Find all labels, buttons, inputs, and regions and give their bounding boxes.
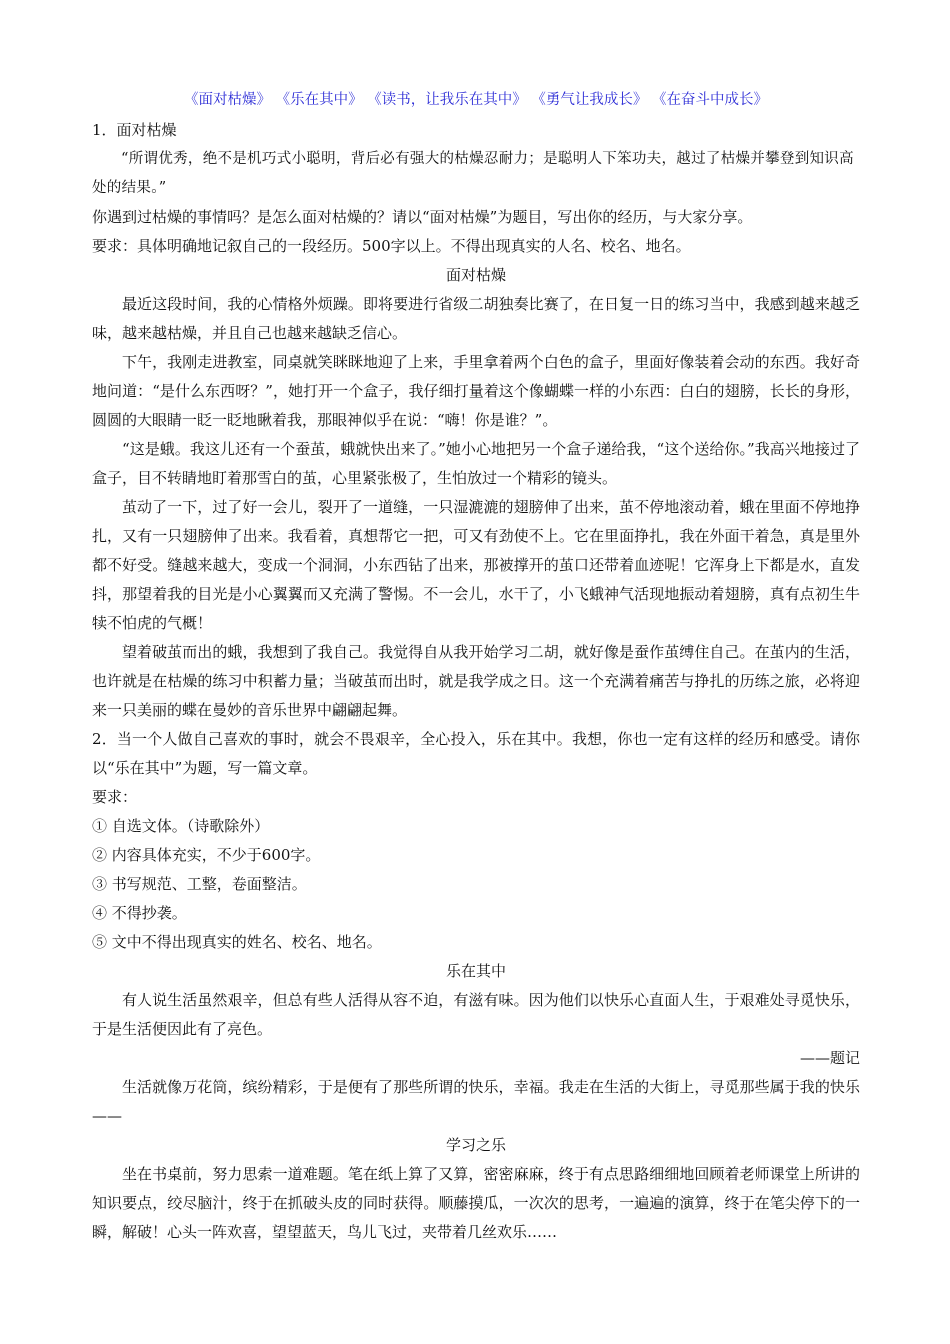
- q2-requirement-item: ⑤ 文中不得出现真实的姓名、校名、地名。: [92, 933, 382, 951]
- q2-epigraph-sign: ——题记: [799, 1049, 860, 1067]
- essay-links: [92, 84, 860, 116]
- q2-sub-paragraph: 坐在书桌前，努力思索一道难题。笔在纸上算了又算，密密麻麻，终于有点思路细细地回顾着老师课堂上所讲的知识要点，绞尽脑汁，终于在抓破头皮的同时获得。顺藤摸瓜，一次次的思考，一遍遍的演算，终于在笔尖停下的一瞬，解破！心头一阵欢喜，望望蓝天，鸟儿飞过，夹带着几丝欢乐……: [92, 1165, 860, 1241]
- q1-heading: 1．面对枯燥: [92, 121, 177, 139]
- q2-epigraph: 有人说生活虽然艰辛，但总有些人活得从容不迫，有滋有味。因为他们以快乐心直面人生，于艰难处寻觅快乐，于是生活便因此有了亮色。: [92, 991, 860, 1038]
- q2-requirement-item: ④ 不得抄袭。: [92, 904, 187, 922]
- link-face-boredom[interactable]: 《面对枯燥》: [184, 92, 272, 108]
- link-reading-joy[interactable]: 《读书，让我乐在其中》: [367, 92, 527, 108]
- document-page: [92, 84, 860, 1247]
- q1-requirement: 要求：具体明确地记叙自己的一段经历。500字以上。不得出现真实的人名、校名、地名。: [92, 237, 691, 255]
- q1-essay-title: 面对枯燥: [445, 266, 506, 284]
- q1-paragraph: 最近这段时间，我的心情格外烦躁。即将要进行省级二胡独奏比赛了，在日复一日的练习当中，我感到越来越乏味，越来越枯燥，并且自己也越来越缺乏信心。: [92, 295, 860, 342]
- q1-paragraph: “这是蛾。我这儿还有一个蚕茧，蛾就快出来了。”她小心地把另一个盒子递给我，“这个送给你。”我高兴地接过了盒子，目不转睛地盯着那雪白的茧，心里紧张极了，生怕放过一个精彩的镜头。: [92, 440, 860, 487]
- q2-prompt: 2．当一个人做自己喜欢的事时，就会不畏艰辛，全心投入，乐在其中。我想，你也一定有这样的经历和感受。请你以“乐在其中”为题，写一篇文章。: [92, 730, 860, 777]
- q2-requirement-item: ② 内容具体充实，不少于600字。: [92, 846, 321, 864]
- q1-paragraph: 茧动了一下，过了好一会儿，裂开了一道缝，一只湿漉漉的翅膀伸了出来，茧不停地滚动着，蛾在里面不停地挣扎，又有一只翅膀伸了出来。我看着，真想帮它一把，可又有劲使不上。它在里面挣扎，我在外面干着急，真是里外都不好受。缝越来越大，变成一个洞洞，小东西钻了出来，那被撑开的茧口还带着血迹呢！它浑身上下都是水，直发抖，那望着我的目光是小心翼翼而又充满了警惕。不一会儿，水干了，小飞蛾神气活现地振动着翅膀，真有点初生牛犊不怕虎的气概！: [92, 498, 860, 632]
- q1-prompt: 你遇到过枯燥的事情吗？是怎么面对枯燥的？请以“面对枯燥”为题目，写出你的经历，与大家分享。: [92, 208, 753, 226]
- q1-paragraph: 下午，我刚走进教室，同桌就笑眯眯地迎了上来，手里拿着两个白色的盒子，里面好像装着会动的东西。我好奇地问道：“是什么东西呀？”，她打开一个盒子，我仔细打量着这个像蝴蝶一样的小东西：白白的翅膀，长长的身形，圆圆的大眼睛一眨一眨地瞅着我，那眼神似乎在说：“嗨！你是谁？”。: [92, 353, 860, 429]
- q2-requirement-item: ③ 书写规范、工整，卷面整洁。: [92, 875, 307, 893]
- q1-paragraph: 望着破茧而出的蛾，我想到了我自己。我觉得自从我开始学习二胡，就好像是蚕作茧缚住自己。在茧内的生活，也许就是在枯燥的练习中积蓄力量；当破茧而出时，就是我学成之日。这一个充满着痛苦与挣扎的历练之旅，必将迎来一只美丽的蝶在曼妙的音乐世界中翩翩起舞。: [92, 643, 860, 719]
- q2-intro: 生活就像万花筒，缤纷精彩，于是便有了那些所谓的快乐，幸福。我走在生活的大街上，寻觅那些属于我的快乐——: [92, 1078, 860, 1125]
- q2-essay-title: 乐在其中: [445, 962, 506, 980]
- link-struggle-growth[interactable]: 《在奋斗中成长》: [651, 92, 768, 108]
- link-courage-growth[interactable]: 《勇气让我成长》: [531, 92, 648, 108]
- link-joy-within[interactable]: 《乐在其中》: [275, 92, 363, 108]
- q2-requirement-item: ① 自选文体。（诗歌除外）: [92, 817, 270, 835]
- q1-quote: “所谓优秀，绝不是机巧式小聪明，背后必有强大的枯燥忍耐力；是聪明人下笨功夫，越过了枯燥并攀登到知识高处的结果。”: [92, 151, 854, 196]
- q2-subtitle: 学习之乐: [445, 1136, 506, 1154]
- q2-requirements-label: 要求：: [92, 788, 138, 806]
